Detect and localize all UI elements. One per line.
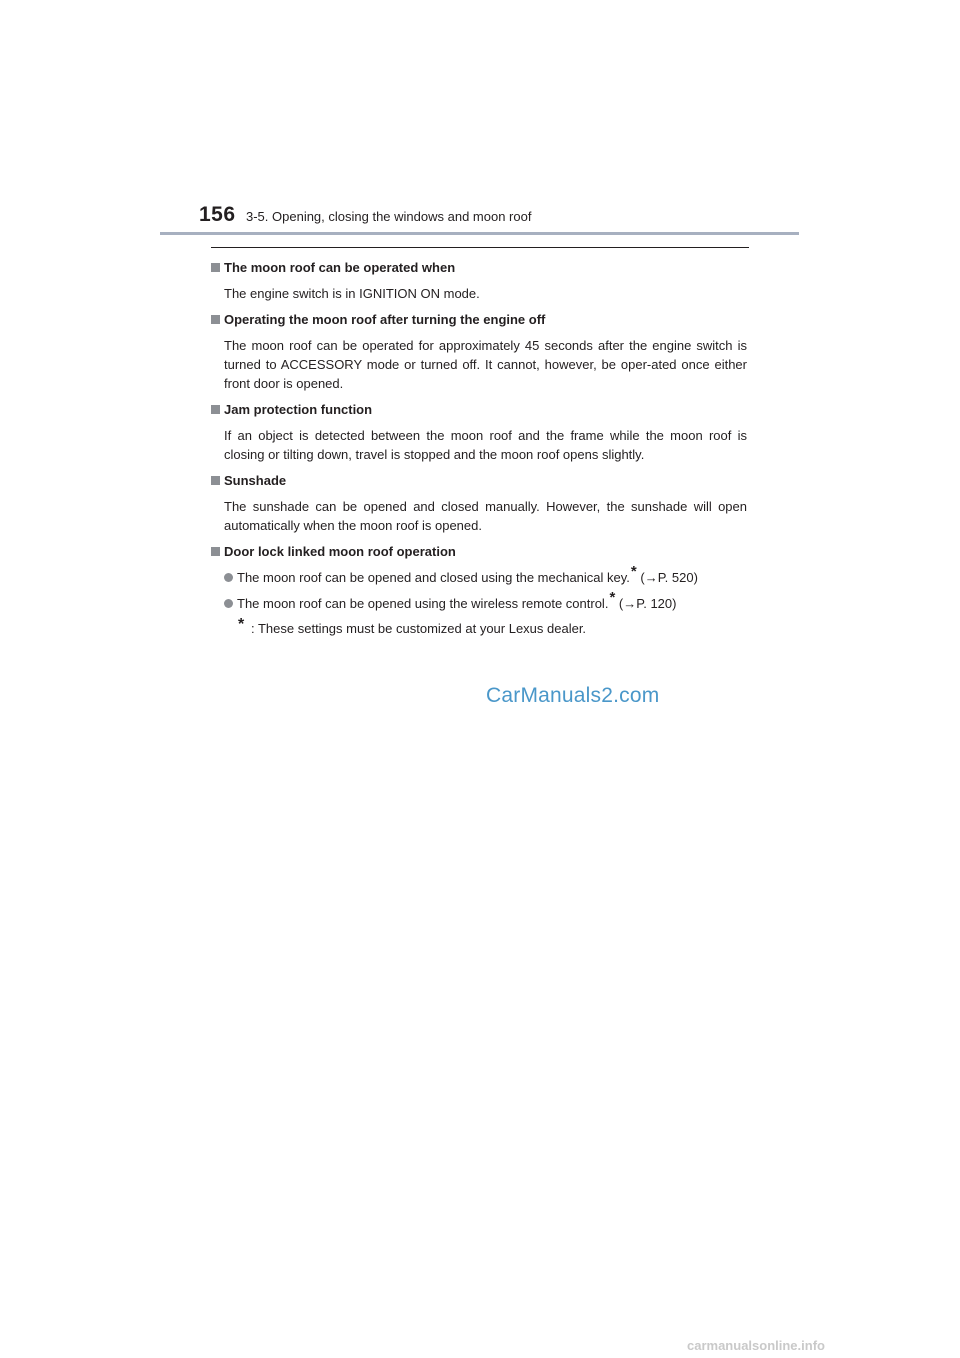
- section-body: If an object is detected between the moon roof and the frame while the moon roof is closing or tilting down, travel is stopped and the moon roof opens slightly.: [224, 428, 747, 462]
- asterisk-icon: *: [238, 616, 245, 633]
- watermark-center: CarManuals2.com: [486, 684, 660, 707]
- list-item-text: The moon roof can be opened using the wireless remote control.: [237, 596, 609, 611]
- section-heading-text: The moon roof can be operated when: [224, 260, 456, 275]
- section-body: The sunshade can be opened and closed manually. However, the sunshade will open automatically when the moon roof is opened.: [224, 499, 747, 533]
- section-heading: [211, 310, 747, 329]
- content-divider: [211, 247, 749, 248]
- section-heading: [211, 542, 747, 561]
- section-heading-text: Sunshade: [224, 473, 287, 488]
- section-heading-text: Door lock linked moon roof operation: [224, 544, 456, 559]
- section-body: The engine switch is in IGNITION ON mode.: [224, 286, 480, 301]
- section-title: 3-5. Opening, closing the windows and moon roof: [246, 209, 532, 224]
- square-bullet-icon: [211, 547, 220, 556]
- page-reference: (→P. 520): [636, 570, 698, 585]
- asterisk-icon: *: [630, 562, 637, 580]
- footnote: [211, 616, 747, 638]
- asterisk-icon: *: [609, 588, 616, 606]
- section-heading: [211, 258, 747, 277]
- watermark-footer: carmanualsonline.info: [687, 1338, 825, 1353]
- section-body: The moon roof can be operated for approximately 45 seconds after the engine switch is turned to ACCESSORY mode or turned off. It cannot, however, be oper-ated once either front door is opened.: [224, 338, 747, 391]
- square-bullet-icon: [211, 476, 220, 485]
- square-bullet-icon: [211, 405, 220, 414]
- circle-bullet-icon: [224, 599, 233, 608]
- section-heading-text: Operating the moon roof after turning the engine off: [224, 312, 546, 327]
- square-bullet-icon: [211, 315, 220, 324]
- section-heading: [211, 471, 747, 490]
- list-item-text: The moon roof can be opened and closed using the mechanical key.: [237, 570, 630, 585]
- section-heading-text: Jam protection function: [224, 402, 373, 417]
- list-item: [211, 562, 747, 587]
- header-divider: [160, 232, 799, 235]
- page-reference: (→P. 120): [615, 596, 677, 611]
- page-content: [211, 258, 747, 638]
- page-header: [0, 0, 960, 240]
- page-number: 156: [199, 203, 236, 226]
- circle-bullet-icon: [224, 573, 233, 582]
- section-heading: [211, 400, 747, 419]
- square-bullet-icon: [211, 263, 220, 272]
- list-item: [211, 588, 747, 613]
- footnote-text: : These settings must be customized at your Lexus dealer.: [251, 621, 587, 636]
